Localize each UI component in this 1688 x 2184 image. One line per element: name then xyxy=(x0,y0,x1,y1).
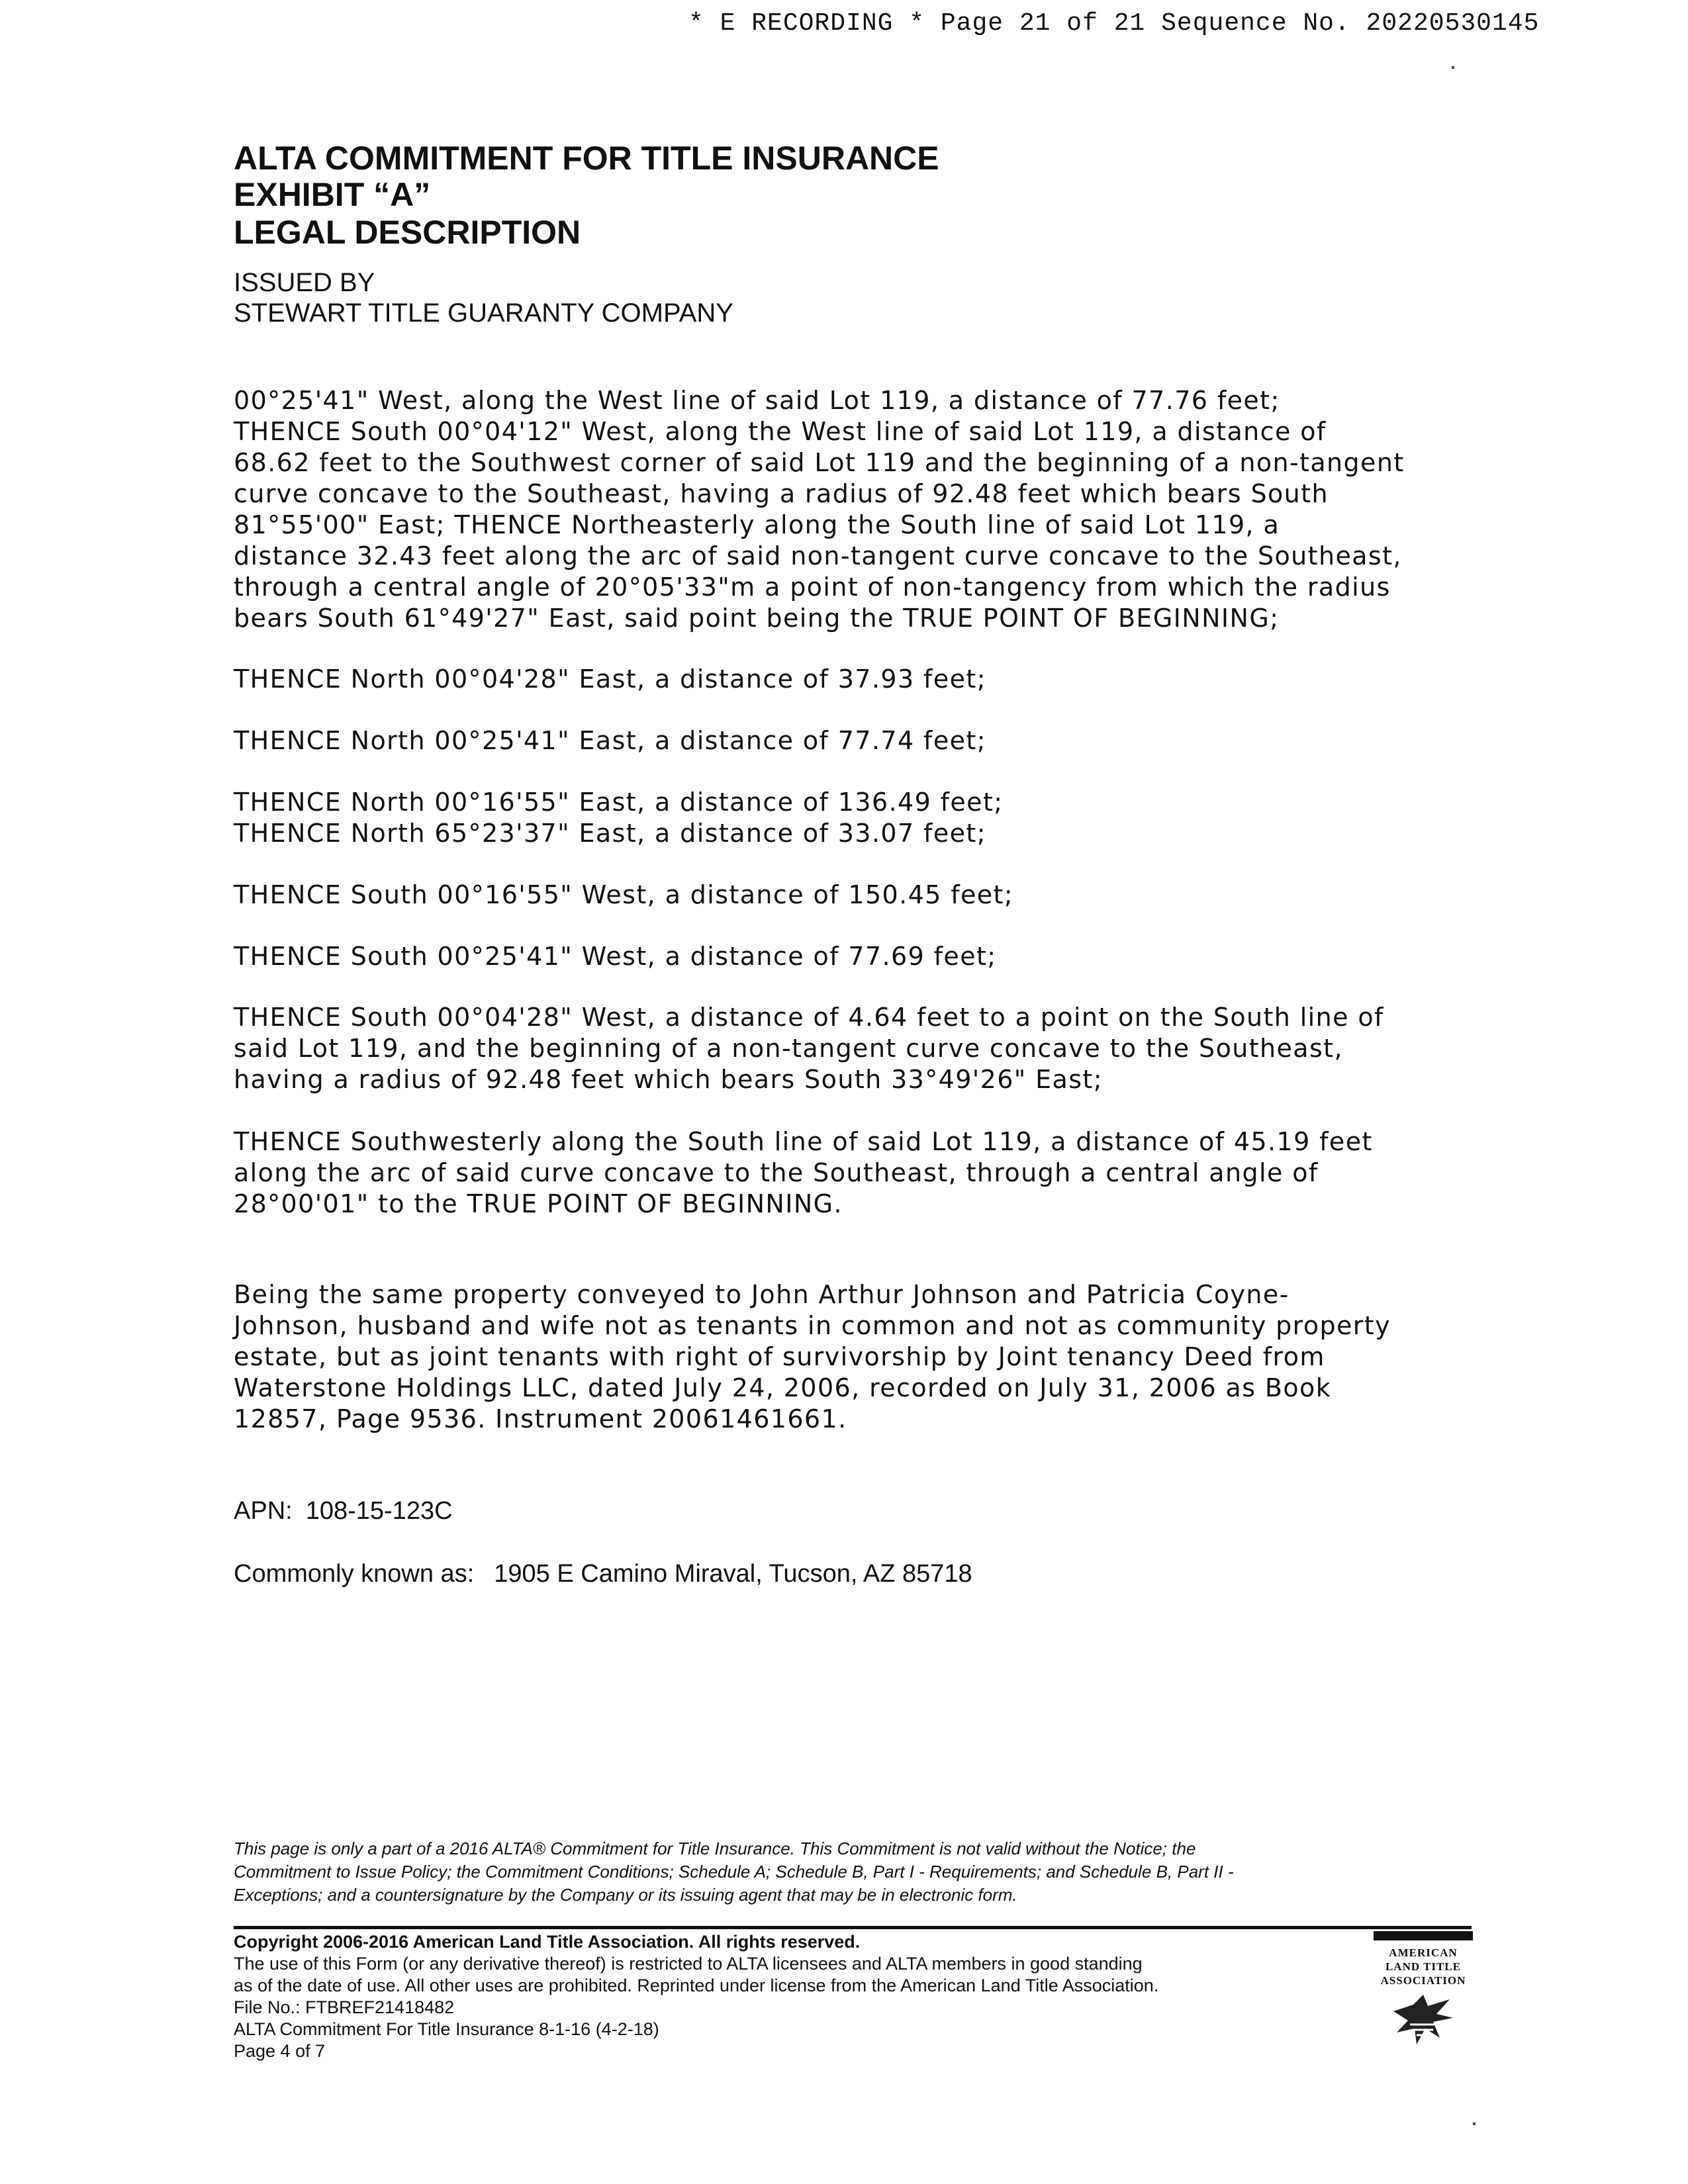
legal-description-paragraph xyxy=(234,385,1478,634)
text-line: Johnson, husband and wife not as tenants in common and not as community property xyxy=(234,1311,1391,1340)
course-call-5 xyxy=(234,880,1478,911)
text-line: curve concave to the Southeast, having a radius of 92.48 feet which bears South xyxy=(234,479,1329,508)
text-line: 12857, Page 9536. Instrument 20061461661. xyxy=(234,1404,847,1433)
text-line: THENCE North 65°23'37" East, a distance of 33.07 feet; xyxy=(234,819,986,848)
course-call-1 xyxy=(234,664,1478,695)
text-line: THENCE North 00°16'55" East, a distance of 136.49 feet; xyxy=(234,788,1004,817)
text-line: THENCE Southwesterly along the South line of said Lot 119, a distance of 45.19 feet xyxy=(234,1127,1373,1156)
course-call-7 xyxy=(234,1002,1478,1095)
logo-bar xyxy=(1374,1931,1473,1940)
apn-row xyxy=(234,1497,453,1525)
footer-divider xyxy=(234,1926,1472,1929)
page-number: Page 4 of 7 xyxy=(234,2041,326,2061)
course-call-6 xyxy=(234,941,1478,972)
apn-label: APN: xyxy=(234,1497,293,1525)
course-call-3-4 xyxy=(234,787,1478,849)
text-line: THENCE North 00°25'41" East, a distance of 77.74 feet; xyxy=(234,726,986,755)
text-line: THENCE North 00°04'28" East, a distance of 37.93 feet; xyxy=(234,664,986,694)
text-line: 81°55'00" East; THENCE Northeasterly along the South line of said Lot 119, a xyxy=(234,510,1280,539)
eagle-emblem-icon xyxy=(1387,1991,1460,2051)
text-line: Exceptions; and a countersignature by the Company or its issuing agent that may be in electronic form. xyxy=(234,1885,1017,1905)
address-label: Commonly known as: xyxy=(234,1560,475,1588)
logo-line-2: LAND TITLE xyxy=(1385,1960,1462,1973)
text-line: bears South 61°49'27" East, said point being the TRUE POINT OF BEGINNING; xyxy=(234,604,1280,633)
course-call-2 xyxy=(234,725,1478,756)
text-line: Waterstone Holdings LLC, dated July 24, 2006, recorded on July 31, 2006 as Book xyxy=(234,1373,1332,1402)
course-call-8 xyxy=(234,1126,1478,1220)
legal-description-title: LEGAL DESCRIPTION xyxy=(234,214,581,251)
recording-header: * E RECORDING * Page 21 of 21 Sequence No. 20220530145 xyxy=(688,9,1540,38)
document-title: ALTA COMMITMENT FOR TITLE INSURANCE xyxy=(234,140,939,177)
text-line: distance 32.43 feet along the arc of said non-tangent curve concave to the Southeast, xyxy=(234,541,1402,570)
text-line: estate, but as joint tenants with right of survivorship by Joint tenancy Deed from xyxy=(234,1342,1325,1371)
usage-line-2: as of the date of use. All other uses are prohibited. Reprinted under license from the American Land Title Association. xyxy=(234,1976,1159,1995)
alta-logo xyxy=(1374,1927,1473,2054)
text-line: having a radius of 92.48 feet which bears South 33°49'26" East; xyxy=(234,1065,1103,1094)
vesting-paragraph xyxy=(234,1279,1478,1435)
file-number: File No.: FTBREF21418482 xyxy=(234,1997,455,2017)
text-line: Being the same property conveyed to John Arthur Johnson and Patricia Coyne- xyxy=(234,1280,1289,1309)
issued-by-label: ISSUED BY xyxy=(234,268,375,297)
form-name: ALTA Commitment For Title Insurance 8-1-16 (4-2-18) xyxy=(234,2019,659,2039)
text-line: 28°00'01" to the TRUE POINT OF BEGINNING. xyxy=(234,1189,843,1218)
text-line: through a central angle of 20°05'33"m a point of non-tangency from which the radius xyxy=(234,572,1391,602)
issuer-company: STEWART TITLE GUARANTY COMPANY xyxy=(234,298,733,328)
address-row xyxy=(234,1560,972,1588)
text-line: said Lot 119, and the beginning of a non-tangent curve concave to the Southeast, xyxy=(234,1034,1343,1063)
text-line: 00°25'41" West, along the West line of said Lot 119, a distance of 77.76 feet; xyxy=(234,386,1280,415)
address-value: 1905 E Camino Miraval, Tucson, AZ 85718 xyxy=(494,1560,972,1588)
commitment-notice xyxy=(234,1837,1491,1907)
scan-speck xyxy=(1452,66,1454,69)
text-line: Commitment to Issue Policy; the Commitment Conditions; Schedule A; Schedule B, Part I - Requirements; and Schedule B, Part II - xyxy=(234,1862,1234,1882)
exhibit-title: EXHIBIT “A” xyxy=(234,176,431,213)
text-line: 68.62 feet to the Southwest corner of said Lot 119 and the beginning of a non-tangent xyxy=(234,448,1405,477)
text-line: THENCE South 00°16'55" West, a distance of 150.45 feet; xyxy=(234,880,1014,909)
usage-line-1: The use of this Form (or any derivative thereof) is restricted to ALTA licensees and ALTA members in good standing xyxy=(234,1954,1143,1974)
apn-value: 108-15-123C xyxy=(305,1497,453,1525)
text-line: THENCE South 00°25'41" West, a distance of 77.69 feet; xyxy=(234,942,997,971)
logo-line-1: AMERICAN xyxy=(1389,1946,1458,1959)
text-line: THENCE South 00°04'12" West, along the West line of said Lot 119, a distance of xyxy=(234,417,1327,446)
text-line: along the arc of said curve concave to the Southeast, through a central angle of xyxy=(234,1158,1319,1187)
copyright-line: Copyright 2006-2016 American Land Title Association. All rights reserved. xyxy=(234,1932,861,1952)
text-line: THENCE South 00°04'28" West, a distance of 4.64 feet to a point on the South line of xyxy=(234,1003,1384,1032)
text-line: This page is only a part of a 2016 ALTA® Commitment for Title Insurance. This Commitment is not valid without the Notice; the xyxy=(234,1839,1196,1858)
scan-speck xyxy=(1473,2122,1476,2125)
logo-line-3: ASSOCIATION xyxy=(1380,1974,1466,1987)
footer-block xyxy=(234,1931,1158,2062)
